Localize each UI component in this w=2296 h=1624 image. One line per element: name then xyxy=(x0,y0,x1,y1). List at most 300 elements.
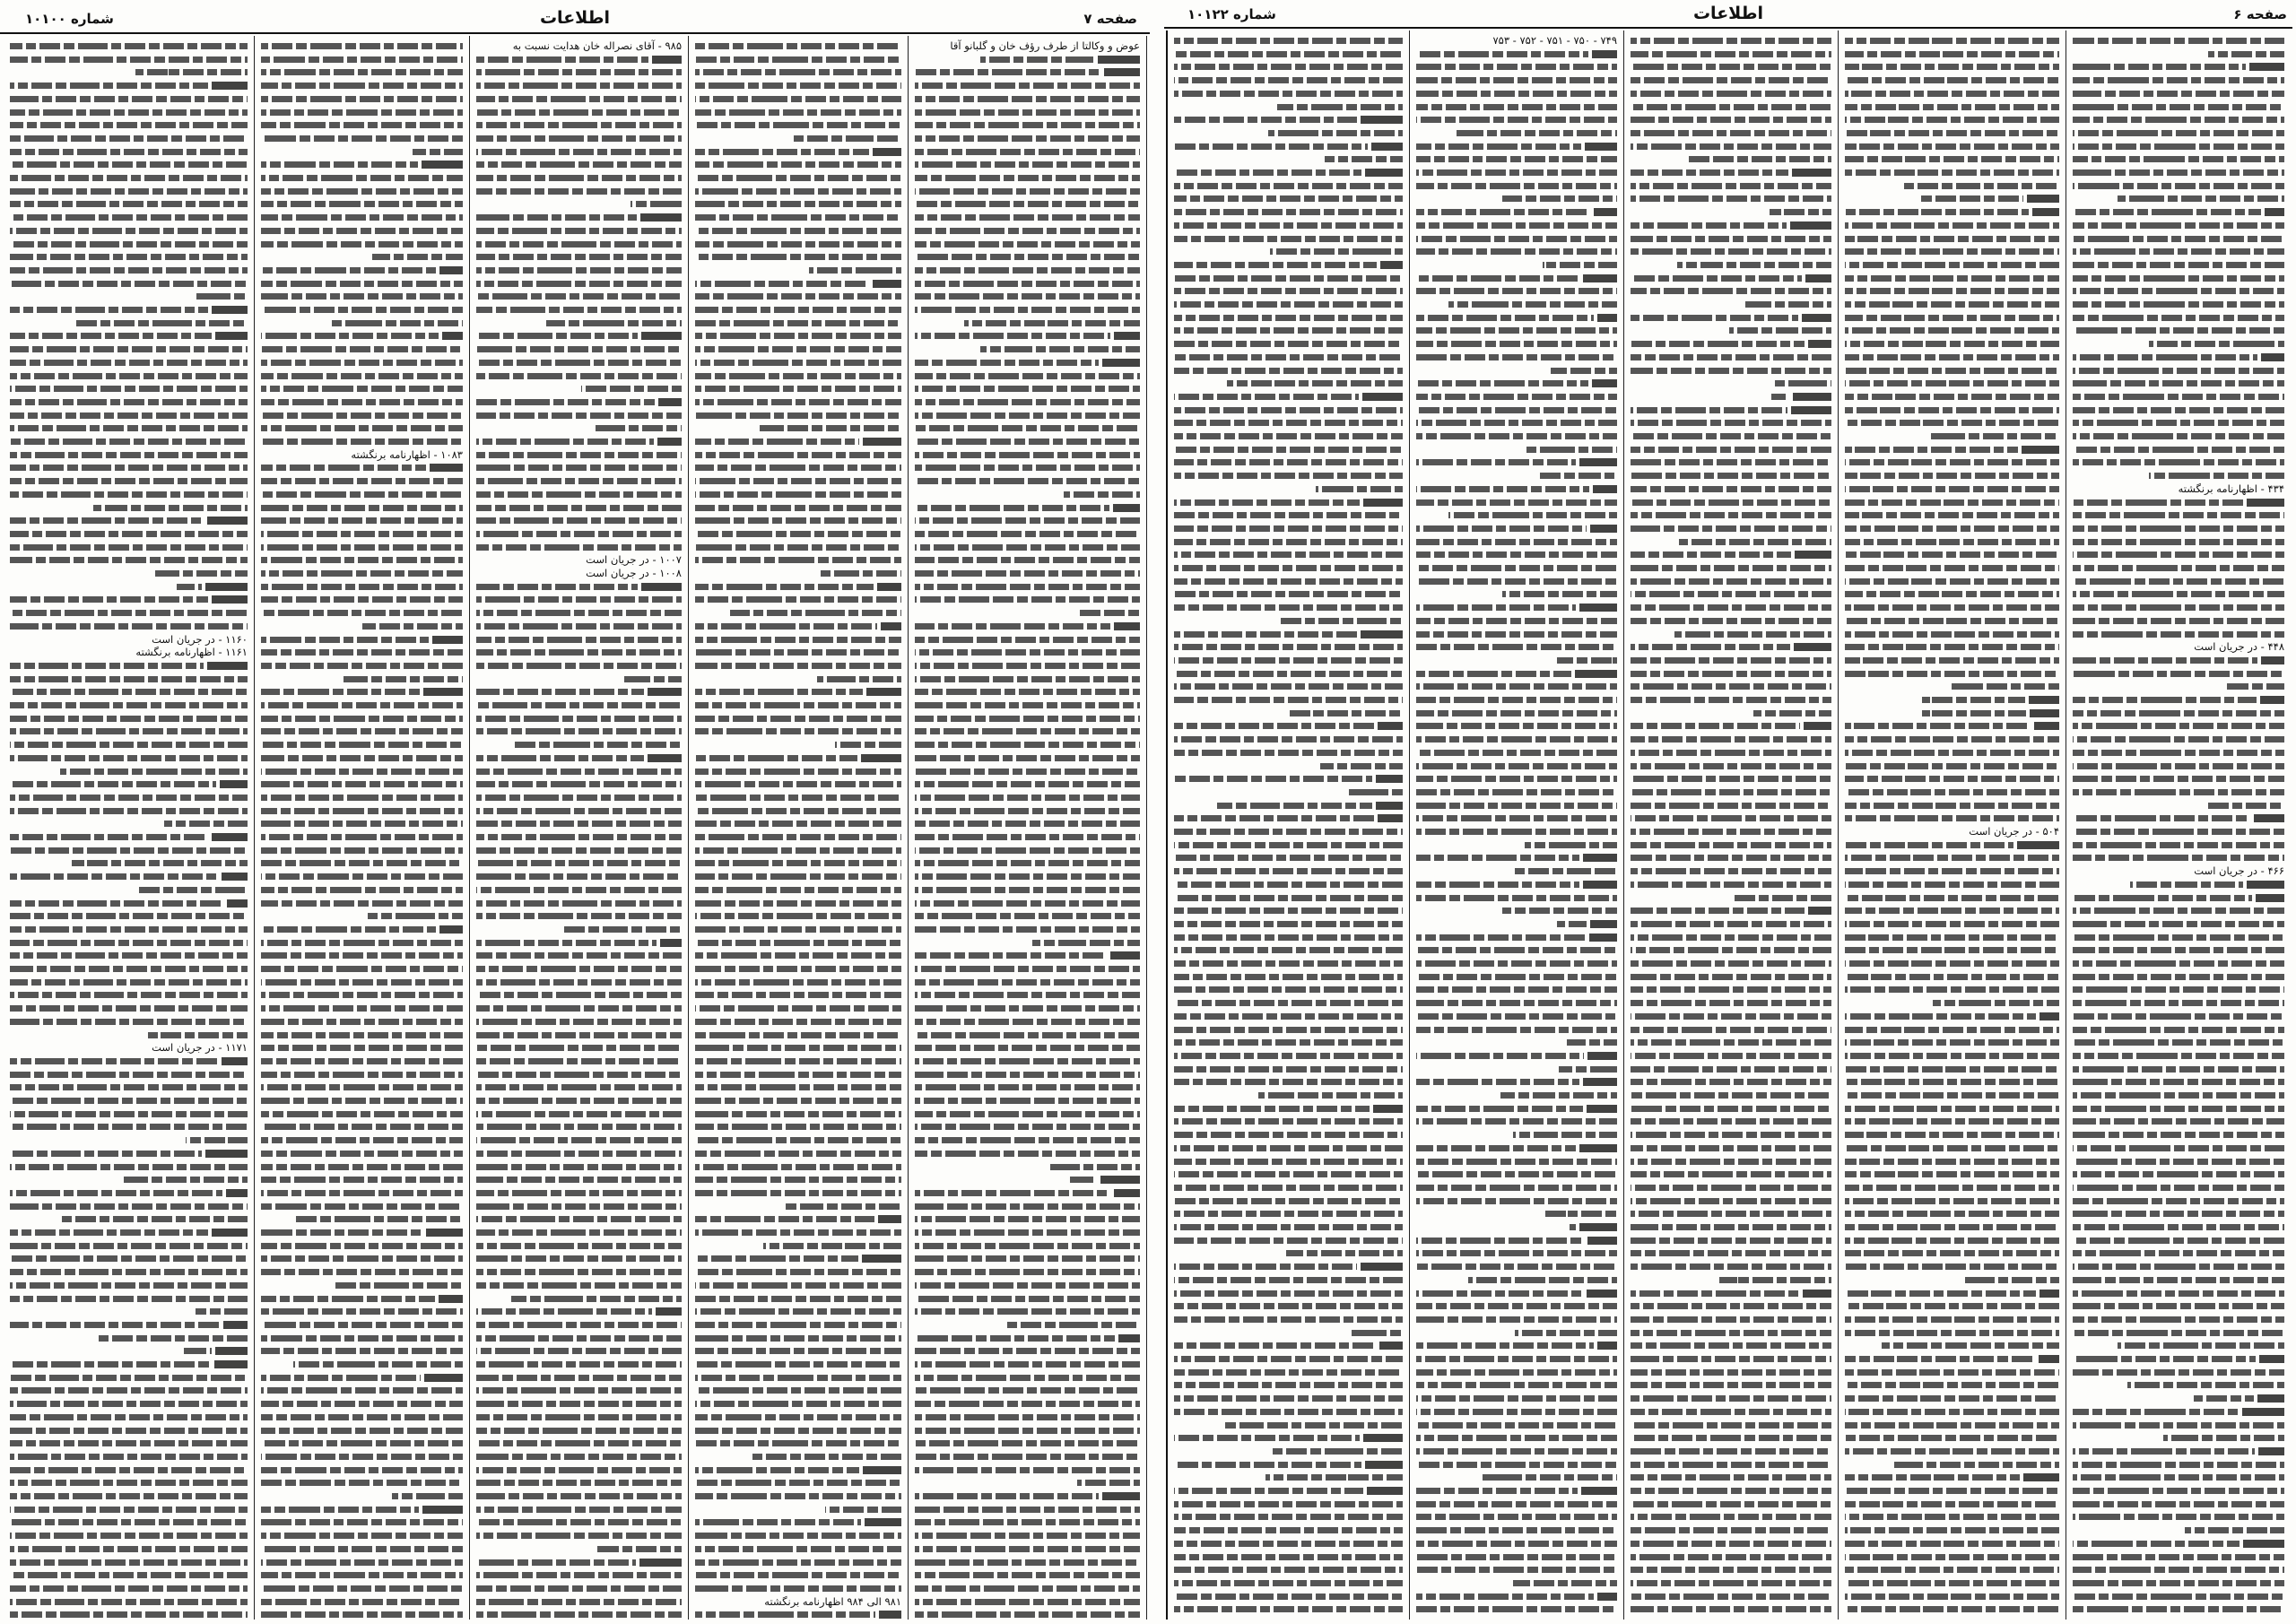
text-line xyxy=(695,254,901,260)
text-line xyxy=(2073,209,2284,215)
text-line xyxy=(1174,1211,1403,1217)
text-line xyxy=(2073,380,2284,386)
text-line xyxy=(261,1480,463,1486)
text-line xyxy=(1845,974,2059,980)
text-line xyxy=(261,1164,463,1170)
text-line xyxy=(261,742,463,748)
text-line xyxy=(261,83,463,89)
text-line xyxy=(1416,974,1617,980)
text-line xyxy=(1845,1474,2059,1481)
text-line xyxy=(2073,1198,2284,1204)
text-line xyxy=(1077,610,1140,616)
text-line xyxy=(915,649,1140,656)
text-line xyxy=(1845,327,2059,334)
text-line xyxy=(1416,1290,1617,1297)
entry-number xyxy=(1592,379,1617,387)
text-line xyxy=(915,386,1140,392)
text-line xyxy=(915,281,1140,287)
column-text xyxy=(1845,30,2059,1620)
text-line xyxy=(1631,591,1831,597)
entry-number xyxy=(1575,670,1617,678)
text-line xyxy=(1845,1501,2059,1507)
text-line xyxy=(1174,631,1403,638)
text-line xyxy=(10,1322,248,1328)
text-line xyxy=(476,1428,682,1434)
text-line xyxy=(1416,433,1617,439)
text-line xyxy=(10,333,248,339)
text-line xyxy=(1416,1145,1617,1151)
text-line xyxy=(2073,459,2284,465)
text-line xyxy=(10,1559,248,1566)
text-line xyxy=(476,413,682,419)
entry-line: ۱۰۸۳ - اظهارنامه برنگشته xyxy=(351,447,463,461)
text-line xyxy=(915,1519,1140,1525)
text-line xyxy=(1894,1462,2059,1468)
text-line xyxy=(261,1440,463,1446)
text-line xyxy=(10,808,248,814)
text-line xyxy=(631,201,682,207)
text-line xyxy=(1631,1606,1831,1612)
text-line xyxy=(476,887,682,893)
text-line xyxy=(72,860,248,866)
text-line xyxy=(624,676,682,682)
text-line xyxy=(1557,921,1617,927)
text-line xyxy=(1845,657,2059,664)
text-line xyxy=(1174,947,1403,953)
text-line xyxy=(476,1098,682,1104)
text-line xyxy=(915,517,1140,524)
text-line xyxy=(1845,1541,2059,1547)
text-line xyxy=(964,320,1140,326)
entry-number xyxy=(2265,208,2284,216)
text-line xyxy=(794,135,901,142)
text-line xyxy=(148,1032,248,1038)
text-line xyxy=(695,637,901,643)
text-line xyxy=(915,1243,1140,1249)
text-line xyxy=(915,570,1140,577)
text-line xyxy=(1631,1013,1831,1020)
text-line xyxy=(10,1428,248,1434)
text-line xyxy=(1174,1238,1403,1244)
text-line xyxy=(372,254,463,260)
text-line xyxy=(295,1216,463,1222)
text-line xyxy=(10,1533,248,1539)
text-line xyxy=(261,56,463,63)
text-line xyxy=(1320,763,1403,769)
text-line xyxy=(695,161,901,168)
text-line xyxy=(2073,525,2284,532)
text-line xyxy=(1845,947,2059,953)
text-line xyxy=(915,1546,1140,1552)
text-line xyxy=(695,1585,901,1592)
entry-number xyxy=(1378,814,1403,822)
text-line xyxy=(1174,1382,1403,1388)
text-line xyxy=(476,610,682,616)
text-line xyxy=(1845,380,2059,386)
text-line xyxy=(1631,1185,1831,1191)
entry-number xyxy=(2032,208,2059,216)
text-line xyxy=(10,1599,248,1605)
text-line xyxy=(261,1599,463,1605)
text-line xyxy=(1416,1303,1617,1309)
text-line xyxy=(2073,1159,2284,1165)
text-line xyxy=(261,517,463,524)
text-line xyxy=(1513,1132,1617,1138)
text-line xyxy=(695,1546,901,1552)
entry-number xyxy=(205,1150,248,1158)
text-line xyxy=(1174,591,1403,597)
text-line xyxy=(1845,143,2059,150)
text-line xyxy=(1845,723,2059,729)
masthead-title: اطلاعات xyxy=(1692,4,1764,23)
text-line xyxy=(915,966,1140,972)
text-line xyxy=(1416,1594,1617,1600)
text-line xyxy=(915,1190,1140,1196)
text-line xyxy=(1174,750,1403,756)
entry-number xyxy=(865,1518,901,1526)
entry-number xyxy=(877,583,901,591)
text-line xyxy=(2073,301,2284,308)
text-line xyxy=(1631,829,1831,835)
text-line xyxy=(476,1019,682,1025)
text-line xyxy=(1416,671,1617,677)
text-line xyxy=(915,860,1140,866)
text-line xyxy=(476,254,682,260)
text-line xyxy=(1631,222,1831,229)
text-line xyxy=(261,346,463,352)
entry-number xyxy=(2258,1447,2284,1455)
text-line xyxy=(1457,130,1617,136)
text-line xyxy=(476,544,682,551)
text-line xyxy=(1845,1250,2059,1256)
text-line xyxy=(476,755,682,761)
text-line xyxy=(1227,380,1403,386)
text-line xyxy=(695,386,901,392)
text-line xyxy=(476,834,682,840)
text-line xyxy=(1416,183,1617,189)
text-line xyxy=(1631,130,1831,136)
text-line xyxy=(695,900,901,907)
text-line xyxy=(1543,1211,1617,1217)
text-line xyxy=(695,952,901,959)
text-line xyxy=(10,900,248,907)
text-line xyxy=(476,1401,682,1407)
text-line xyxy=(915,1098,1140,1104)
text-line xyxy=(513,742,682,748)
text-line xyxy=(261,1019,463,1025)
text-line xyxy=(695,281,901,287)
text-line xyxy=(1631,644,1831,650)
text-line xyxy=(1416,1435,1617,1441)
text-line xyxy=(476,1084,682,1090)
page-number: صفحه ۷ xyxy=(1083,11,1137,27)
text-line xyxy=(10,1585,248,1592)
text-line xyxy=(60,769,248,775)
text-line xyxy=(2073,1013,2284,1020)
text-line xyxy=(1174,499,1403,506)
text-line xyxy=(1174,986,1403,993)
text-line xyxy=(915,716,1140,722)
text-line xyxy=(817,676,901,682)
entry-number xyxy=(1795,551,1831,559)
text-line xyxy=(1845,881,2059,888)
text-line xyxy=(2073,1145,2284,1151)
text-line xyxy=(261,1507,463,1513)
text-line xyxy=(1174,459,1403,465)
text-line xyxy=(915,769,1140,775)
text-line xyxy=(1174,1527,1403,1533)
text-line xyxy=(1845,1171,2059,1177)
text-line xyxy=(261,439,463,445)
text-line xyxy=(261,1546,463,1552)
text-line xyxy=(1064,491,1140,498)
column-2 xyxy=(254,36,469,1620)
text-line xyxy=(95,1335,248,1342)
text-line xyxy=(2073,631,2284,638)
entry-number xyxy=(1791,406,1831,414)
text-line xyxy=(2073,1000,2284,1006)
text-line xyxy=(10,1190,248,1196)
entry-number xyxy=(1114,1189,1140,1197)
text-line xyxy=(476,663,682,669)
text-line xyxy=(1845,776,2059,782)
text-line xyxy=(1416,551,1617,558)
text-line xyxy=(695,979,901,986)
text-line xyxy=(546,320,682,326)
text-line xyxy=(1416,763,1617,769)
text-line xyxy=(695,940,901,946)
text-line xyxy=(476,281,682,287)
entry-number xyxy=(1583,881,1617,889)
text-line xyxy=(2073,789,2284,795)
entry-number xyxy=(422,1506,463,1514)
text-line xyxy=(476,847,682,854)
text-line xyxy=(1174,195,1403,202)
text-line xyxy=(1222,1422,1403,1429)
text-line xyxy=(2073,1462,2284,1468)
column-1 xyxy=(4,36,254,1620)
text-line xyxy=(293,1361,463,1368)
text-line xyxy=(2073,1053,2284,1059)
text-line xyxy=(695,913,901,919)
text-line xyxy=(1174,433,1403,439)
text-line xyxy=(809,267,902,274)
text-line xyxy=(695,1216,901,1222)
text-line xyxy=(1174,1501,1403,1507)
text-line xyxy=(1416,288,1617,294)
text-line xyxy=(1174,525,1403,532)
entry-number xyxy=(439,1295,463,1303)
text-line xyxy=(1845,1092,2059,1099)
text-line xyxy=(1631,248,1831,255)
text-line xyxy=(476,333,682,339)
text-line xyxy=(2073,327,2284,334)
text-line xyxy=(1631,947,1831,953)
text-line xyxy=(1631,697,1831,703)
text-line xyxy=(10,1375,248,1381)
text-line xyxy=(261,1519,463,1525)
text-line xyxy=(1416,1448,1617,1455)
text-line xyxy=(1933,1000,2059,1006)
text-line xyxy=(362,623,464,630)
text-line xyxy=(261,1559,463,1566)
text-line xyxy=(1174,921,1403,927)
entry-number xyxy=(862,1255,901,1263)
text-line xyxy=(261,716,463,722)
text-line xyxy=(261,425,463,431)
text-line xyxy=(1416,1079,1617,1085)
text-line xyxy=(1631,1316,1831,1323)
text-line xyxy=(1845,525,2059,532)
text-line xyxy=(1631,459,1831,465)
text-line xyxy=(1845,763,2059,769)
text-line xyxy=(10,834,248,840)
text-line xyxy=(261,96,463,102)
text-line xyxy=(1416,91,1617,97)
text-line xyxy=(915,1375,1140,1381)
text-line xyxy=(1416,275,1617,282)
text-line xyxy=(695,755,901,761)
text-line xyxy=(1845,459,2059,465)
text-line xyxy=(915,1454,1140,1460)
text-line xyxy=(261,478,463,484)
text-line xyxy=(1174,512,1403,518)
text-line xyxy=(261,860,463,866)
entry-number xyxy=(1803,1290,1831,1298)
text-line xyxy=(915,1507,1140,1513)
entry-number xyxy=(657,438,682,446)
text-line xyxy=(1845,1264,2059,1270)
entry-number xyxy=(656,1307,682,1316)
text-line xyxy=(1416,1462,1617,1468)
text-line xyxy=(183,1348,248,1354)
text-line xyxy=(413,149,463,155)
text-line xyxy=(476,214,682,221)
text-line xyxy=(1174,64,1403,70)
entry-number xyxy=(2017,841,2059,849)
text-line xyxy=(2073,974,2284,980)
text-line xyxy=(1174,315,1403,321)
text-line xyxy=(10,676,248,682)
text-line xyxy=(2073,1171,2284,1177)
text-line xyxy=(1845,736,2059,743)
text-line xyxy=(1174,1316,1403,1323)
text-line xyxy=(1416,1369,1617,1376)
column-text xyxy=(1174,30,1403,1620)
text-line xyxy=(1174,209,1403,215)
text-line xyxy=(1174,723,1403,729)
entry-number xyxy=(1110,951,1140,960)
text-line xyxy=(1174,473,1403,479)
text-line xyxy=(915,887,1140,893)
text-line xyxy=(1416,407,1617,413)
text-line xyxy=(1416,1198,1617,1204)
text-line xyxy=(1631,341,1831,347)
text-line xyxy=(1416,1159,1617,1165)
text-line xyxy=(1631,723,1831,729)
text-line xyxy=(1845,104,2059,110)
text-line xyxy=(695,188,901,195)
text-line xyxy=(261,570,463,577)
text-line xyxy=(10,1111,248,1117)
text-line xyxy=(261,307,463,313)
text-line xyxy=(2073,578,2284,585)
text-line xyxy=(1845,64,2059,70)
text-line xyxy=(1845,169,2059,176)
text-line xyxy=(1631,1106,1831,1112)
text-line xyxy=(476,1111,682,1117)
text-line xyxy=(915,452,1140,458)
text-line xyxy=(1174,855,1403,861)
text-line xyxy=(476,478,682,484)
text-line xyxy=(1631,763,1831,769)
text-line xyxy=(1174,169,1403,176)
entry-line: ۴۴۸ - در جریان است xyxy=(2194,640,2284,654)
text-line xyxy=(915,188,1140,195)
text-line xyxy=(476,1585,682,1592)
text-line xyxy=(10,913,248,919)
text-line xyxy=(1174,960,1403,967)
text-line xyxy=(392,1493,463,1499)
text-line xyxy=(261,557,463,563)
text-line xyxy=(1174,420,1403,426)
text-line xyxy=(10,360,248,366)
column-4 xyxy=(688,36,908,1620)
text-line xyxy=(915,728,1140,734)
text-line xyxy=(261,1348,463,1354)
text-line xyxy=(2073,315,2284,321)
text-line xyxy=(695,1255,901,1262)
text-line xyxy=(62,1216,248,1222)
text-line xyxy=(476,1045,682,1051)
text-line xyxy=(915,1585,1140,1592)
text-line xyxy=(1845,539,2059,545)
text-line xyxy=(261,1045,463,1051)
text-line xyxy=(1174,1053,1403,1059)
column-text xyxy=(1631,30,1831,1620)
text-line xyxy=(980,56,1140,63)
text-line xyxy=(10,241,248,248)
text-line xyxy=(10,373,248,379)
text-line xyxy=(1174,327,1403,334)
text-line xyxy=(695,808,901,814)
text-line xyxy=(1416,394,1617,400)
text-line xyxy=(10,425,248,431)
text-line xyxy=(1631,236,1831,242)
entry-number xyxy=(430,464,463,472)
text-line xyxy=(695,413,901,419)
text-line xyxy=(1416,881,1617,888)
text-line xyxy=(476,1203,682,1210)
text-line xyxy=(1631,1382,1831,1388)
text-line xyxy=(10,439,248,445)
text-line xyxy=(695,781,901,787)
text-line xyxy=(1631,1066,1831,1073)
text-line xyxy=(1551,368,1617,374)
text-line xyxy=(10,1269,248,1275)
text-line xyxy=(1631,38,1831,44)
text-line xyxy=(476,584,682,590)
text-line xyxy=(1845,986,2059,993)
text-line xyxy=(1631,736,1831,743)
column-text xyxy=(10,36,248,1620)
entry-number xyxy=(2256,894,2284,902)
text-line xyxy=(476,873,682,880)
text-line xyxy=(10,781,248,787)
text-line xyxy=(261,689,463,695)
text-line xyxy=(10,1229,248,1236)
text-line xyxy=(1845,1066,2059,1073)
